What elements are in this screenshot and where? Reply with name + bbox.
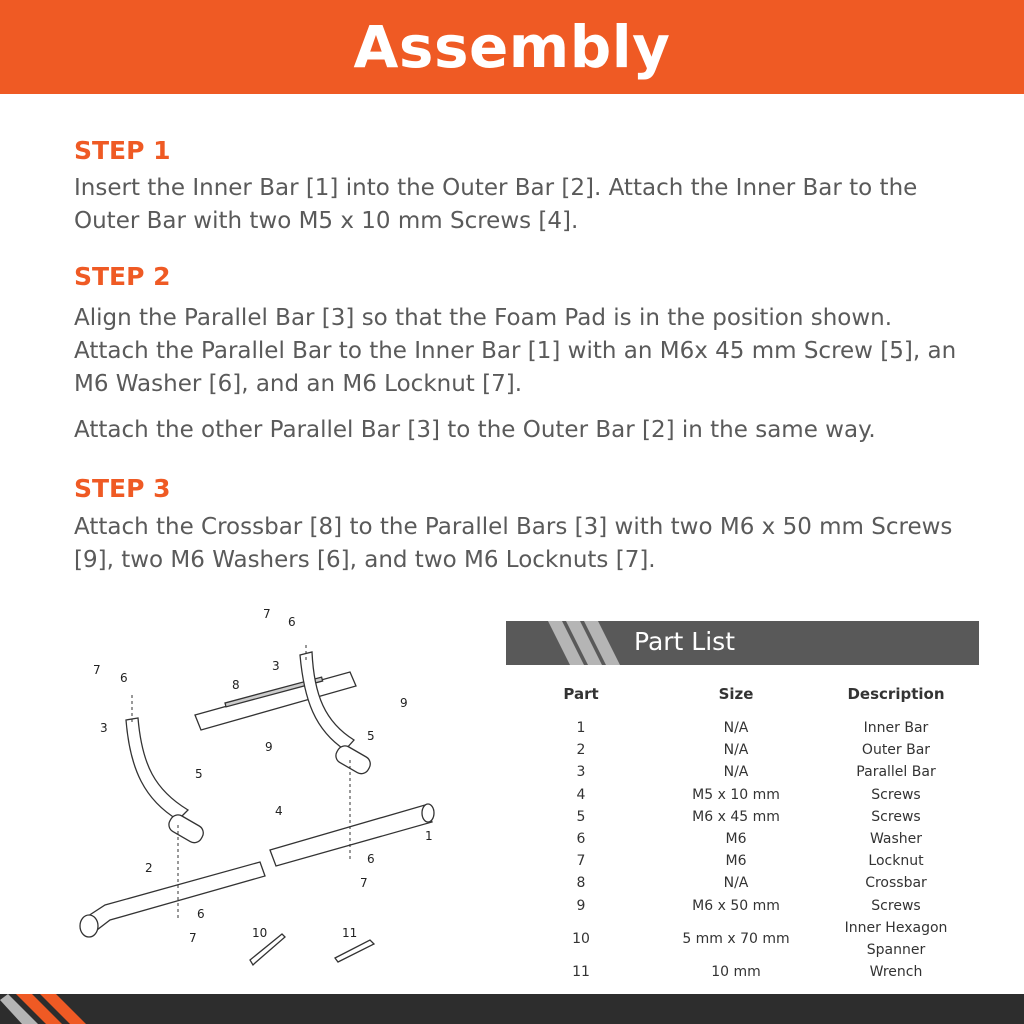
part-description: Inner Bar <box>863 720 929 737</box>
part-number: 9 <box>576 897 586 914</box>
right-parallel-bar <box>300 652 354 750</box>
diagram-label-4: 4 <box>275 804 283 818</box>
diagram-label-9b: 9 <box>265 740 273 754</box>
table-row <box>506 717 976 739</box>
table-header-row <box>506 679 976 717</box>
part-description: Wrench <box>869 963 923 980</box>
part-size: N/A <box>723 764 749 781</box>
part-number: 7 <box>576 853 586 870</box>
table-row <box>506 761 976 783</box>
part-description: Outer Bar <box>861 742 931 759</box>
diagram-label-2: 2 <box>145 861 153 875</box>
diagram-label-7d: 7 <box>189 931 197 945</box>
part-number: 4 <box>576 786 586 803</box>
part-description: Parallel Bar <box>856 764 936 781</box>
col-header-description: Description <box>847 685 945 703</box>
inner-bar-end <box>422 804 434 822</box>
table-row <box>506 806 976 828</box>
part-size: M6 x 45 mm <box>692 808 780 825</box>
diagram-label-7b: 7 <box>263 607 271 621</box>
step-1-title: STEP 1 <box>74 136 171 165</box>
diagram-label-6b: 6 <box>288 615 296 629</box>
header-banner <box>0 0 1024 94</box>
part-list-title: Part List <box>634 627 736 656</box>
footer-stripes <box>0 994 120 1024</box>
diagram-label-6d: 6 <box>197 907 205 921</box>
diagram-label-5a: 5 <box>195 767 203 781</box>
table-row <box>506 784 976 806</box>
table-row <box>506 917 976 961</box>
part-list-header <box>506 621 979 665</box>
step-3-title: STEP 3 <box>74 474 171 503</box>
table-row <box>506 850 976 872</box>
step-1-text: Insert the Inner Bar [1] into the Outer Bar [2]. Attach the Inner Bar to the Outer Bar with two M5 x 10 mm Screws [4]. <box>74 175 918 234</box>
table-row <box>506 895 976 917</box>
part-size: 10 mm <box>711 963 761 980</box>
diagram-label-3b: 3 <box>272 659 280 673</box>
left-parallel-bar <box>126 718 188 820</box>
part-number: 10 <box>572 930 590 947</box>
part-number: 6 <box>576 831 586 848</box>
part-number: 11 <box>572 963 590 980</box>
table-row <box>506 961 976 983</box>
part-number: 1 <box>576 720 586 737</box>
diagram-label-8: 8 <box>232 678 240 692</box>
part-number: 8 <box>576 875 586 892</box>
step-3-text: Attach the Crossbar [8] to the Parallel Bars [3] with two M6 x 50 mm Screws [9], two M6 Washers [6], and two M6 Locknuts [7]. <box>74 514 953 573</box>
col-header-part: Part <box>563 685 599 703</box>
diagram-label-7c: 7 <box>360 876 368 890</box>
right-foam-pad <box>333 743 373 777</box>
part-description: Screws <box>871 786 921 803</box>
diagram-label-1: 1 <box>425 829 433 843</box>
part-list-table <box>506 679 976 983</box>
page-title: Assembly <box>353 13 671 81</box>
part-size: 5 mm x 70 mm <box>682 930 790 947</box>
diagram-label-7a: 7 <box>93 663 101 677</box>
part-number: 3 <box>576 764 586 781</box>
wrench <box>335 940 374 962</box>
part-list <box>506 621 979 983</box>
part-description: Screws <box>871 897 921 914</box>
table-row <box>506 739 976 761</box>
part-size: M6 <box>725 853 747 870</box>
part-description: Locknut <box>868 853 924 870</box>
outer-bar-end <box>80 915 98 937</box>
header-stripes <box>506 621 979 665</box>
inner-bar <box>270 805 432 866</box>
diagram-label-11: 11 <box>342 926 358 940</box>
outer-bar <box>85 862 265 933</box>
part-number: 5 <box>576 808 586 825</box>
diagram-label-6c: 6 <box>367 852 375 866</box>
table-row <box>506 828 976 850</box>
part-description: Crossbar <box>865 875 927 892</box>
part-description: Screws <box>871 808 921 825</box>
left-foam-pad <box>166 812 206 846</box>
diagram-label-6a: 6 <box>120 671 128 685</box>
step-2-extra-text: Attach the other Parallel Bar [3] to the Outer Bar [2] in the same way. <box>74 417 876 443</box>
diagram-label-10: 10 <box>252 926 268 940</box>
part-size: N/A <box>723 875 749 892</box>
part-description: Washer <box>869 831 923 848</box>
step-2-title: STEP 2 <box>74 262 171 291</box>
diagram-label-3a: 3 <box>100 721 108 735</box>
table-row <box>506 872 976 894</box>
diagram-label-5b: 5 <box>367 729 375 743</box>
footer-bar <box>0 994 1024 1024</box>
part-description: Inner Hexagon Spanner <box>844 919 948 958</box>
assembly-diagram <box>60 600 480 980</box>
part-size: M6 x 50 mm <box>692 897 780 914</box>
part-size: M6 <box>725 831 747 848</box>
part-size: N/A <box>723 742 749 759</box>
step-2-text: Align the Parallel Bar [3] so that the Foam Pad is in the position shown. Attach the Parallel Bar to the Inner Bar [1] with an M6x 45 mm Screw [5], an M6 Washer [6], and an M6 Locknut [7]. <box>74 305 957 397</box>
part-number: 2 <box>576 742 586 759</box>
col-header-size: Size <box>718 685 754 703</box>
part-size: M5 x 10 mm <box>692 786 780 803</box>
part-size: N/A <box>723 720 749 737</box>
diagram-label-9a: 9 <box>400 696 408 710</box>
